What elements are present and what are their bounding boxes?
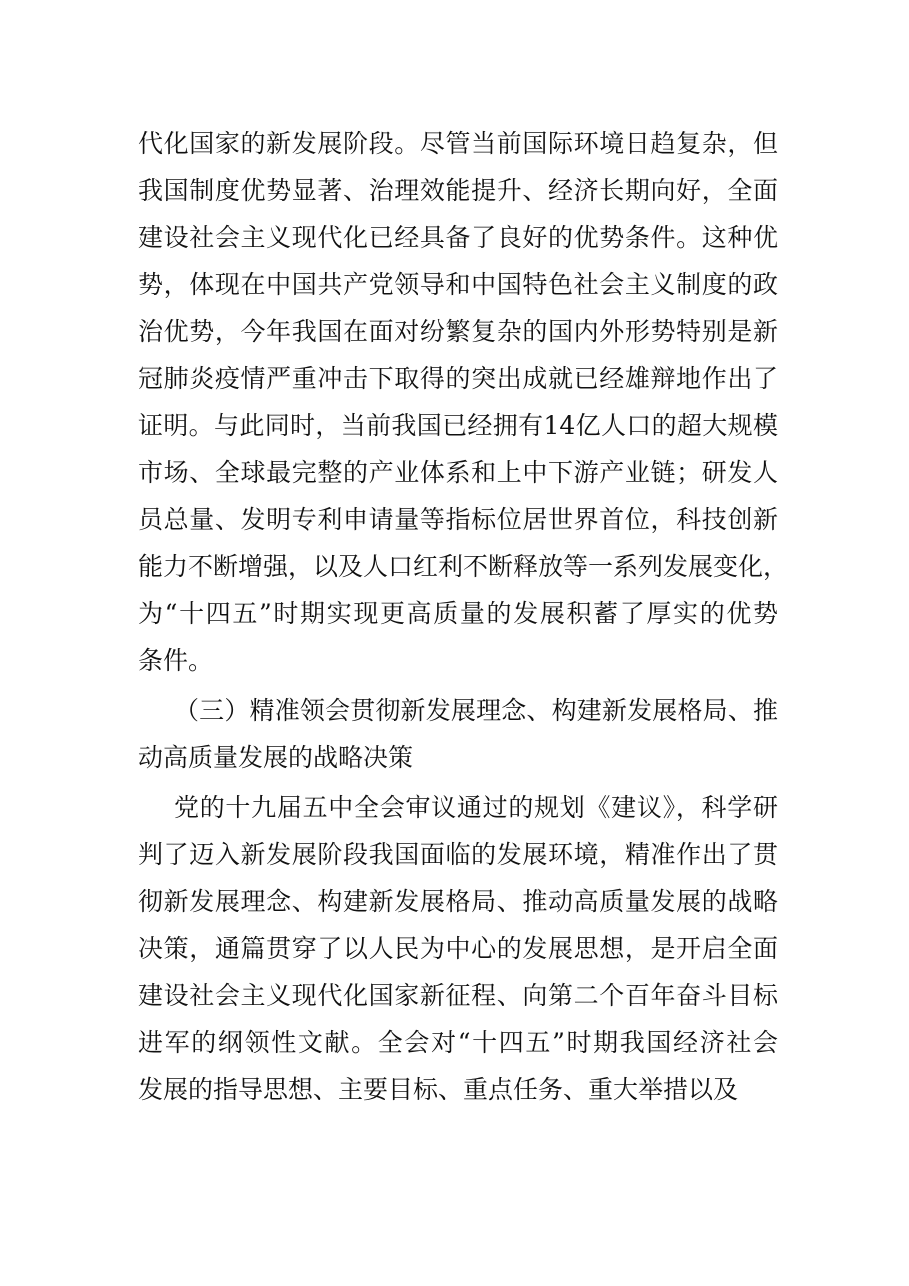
text-line: 条件。 bbox=[138, 646, 214, 675]
paragraph-advantages bbox=[138, 120, 789, 684]
heading-line: （三）精准领会贯彻新发展理念、构建新发展格局、推 bbox=[174, 696, 778, 725]
text-line: 发展的指导思想、主要目标、重点任务、重大举措以及 bbox=[138, 1075, 739, 1104]
text-line: 冠肺炎疫情严重冲击下取得的突出成就已经雄辩地作出了 bbox=[138, 364, 778, 393]
text-line: 彻新发展理念、构建新发展格局、推动高质量发展的战略 bbox=[138, 887, 778, 916]
text-line: 代化国家的新发展阶段。尽管当前国际环境日趋复杂，但 bbox=[138, 129, 778, 158]
text-line: 能力不断增强，以及人口红利不断释放等一系列发展变化， bbox=[138, 552, 789, 581]
paragraph-plenary-session bbox=[138, 784, 778, 1113]
text-line: 判了迈入新发展阶段我国面临的发展环境，精准作出了贯 bbox=[138, 840, 778, 869]
text-line: 员总量、发明专利申请量等指标位居世界首位，科技创新 bbox=[138, 505, 778, 534]
heading-line: 动高质量发展的战略决策 bbox=[138, 743, 414, 772]
text-line: 建设社会主义现代化国家新征程、向第二个百年奋斗目标 bbox=[138, 981, 778, 1010]
section-heading bbox=[138, 687, 778, 781]
text-line: 市场、全球最完整的产业体系和上中下游产业链；研发人 bbox=[138, 458, 778, 487]
text-line: 证明。与此同时，当前我国已经拥有14亿人口的超大规模 bbox=[138, 411, 778, 440]
text-line: 进军的纲领性文献。全会对“十四五”时期我国经济社会 bbox=[138, 1028, 778, 1057]
text-line: 势，体现在中国共产党领导和中国特色社会主义制度的政 bbox=[138, 270, 778, 299]
text-line: 我国制度优势显著、治理效能提升、经济长期向好，全面 bbox=[138, 176, 778, 205]
document-body bbox=[138, 120, 789, 1113]
text-line: 为“十四五”时期实现更高质量的发展积蓄了厚实的优势 bbox=[138, 599, 778, 628]
text-line: 建设社会主义现代化已经具备了良好的优势条件。这种优 bbox=[138, 223, 778, 252]
text-line: 治优势，今年我国在面对纷繁复杂的国内外形势特别是新 bbox=[138, 317, 778, 346]
text-line: 党的十九届五中全会审议通过的规划《建议》，科学研 bbox=[174, 793, 778, 822]
text-line: 决策，通篇贯穿了以人民为中心的发展思想，是开启全面 bbox=[138, 934, 778, 963]
